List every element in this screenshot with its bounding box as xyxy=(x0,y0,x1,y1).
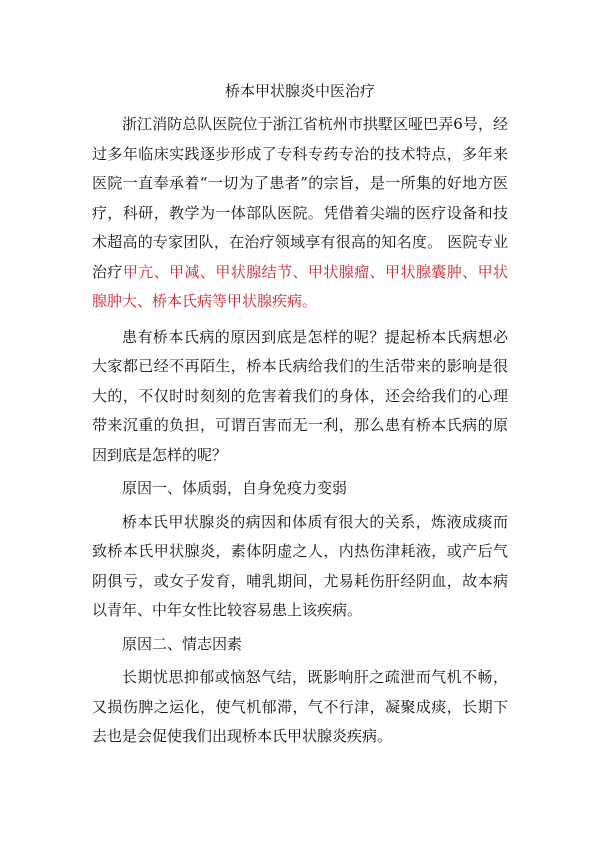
hospital-intro-paragraph xyxy=(92,110,508,317)
reason1-heading: 原因一、体质弱，自身免疫力变弱 xyxy=(122,479,348,497)
page-title: 桥本甲状腺炎中医治疗 xyxy=(224,82,375,100)
treated-diseases-highlight: 甲亢、甲减、甲状腺结节、甲状腺瘤、甲状腺囊肿、甲状腺肿大、桥本氏病等甲状腺疾病。 xyxy=(92,262,508,310)
intro-text: 浙江消防总队医院位于浙江省杭州市拱墅区哑巴弄6号，经过多年临床实践逐步形成了专科专药专治的技术特点，多年来医院一直奉承着“一切为了患者”的宗旨，是一所集的好地方医疗，科研，教学为一体部队医院。凭借着尖端的医疗设备和技术超高的专家团队，在治疗领域享有很高的知名度。 医院专业治疗 xyxy=(92,115,508,281)
reason2-heading: 原因二、情志因素 xyxy=(122,634,243,653)
cause-question-paragraph: 患有桥本氏病的原因到底是怎样的呢？提起桥本氏病想必大家都已经不再陌生，桥本氏病给我们的生活带来的影响是很大的，不仅时时刻刻的危害着我们的身体，还会给我们的心理带来沉重的负担，可谓百害而无一利，那么患有桥本氏病的原因到底是怎样的呢？ xyxy=(92,327,508,464)
reason1-body: 桥本氏甲状腺炎的病因和体质有很大的关系，炼液成痰而致桥本氏甲状腺炎，素体阴虚之人，内热伤津耗液，或产后气阴俱亏，或女子发育，哺乳期间，尤易耗伤肝经阴血，故本病以青年、中年女性比较容易患上该疾病。 xyxy=(92,512,508,619)
reason2-body: 长期忧思抑郁或恼怒气结，既影响肝之疏泄而气机不畅，又损伤脾之运化，使气机郁滞，气不行津，凝聚成痰，长期下去也是会促使我们出现桥本氏甲状腺炎疾病。 xyxy=(92,668,508,745)
